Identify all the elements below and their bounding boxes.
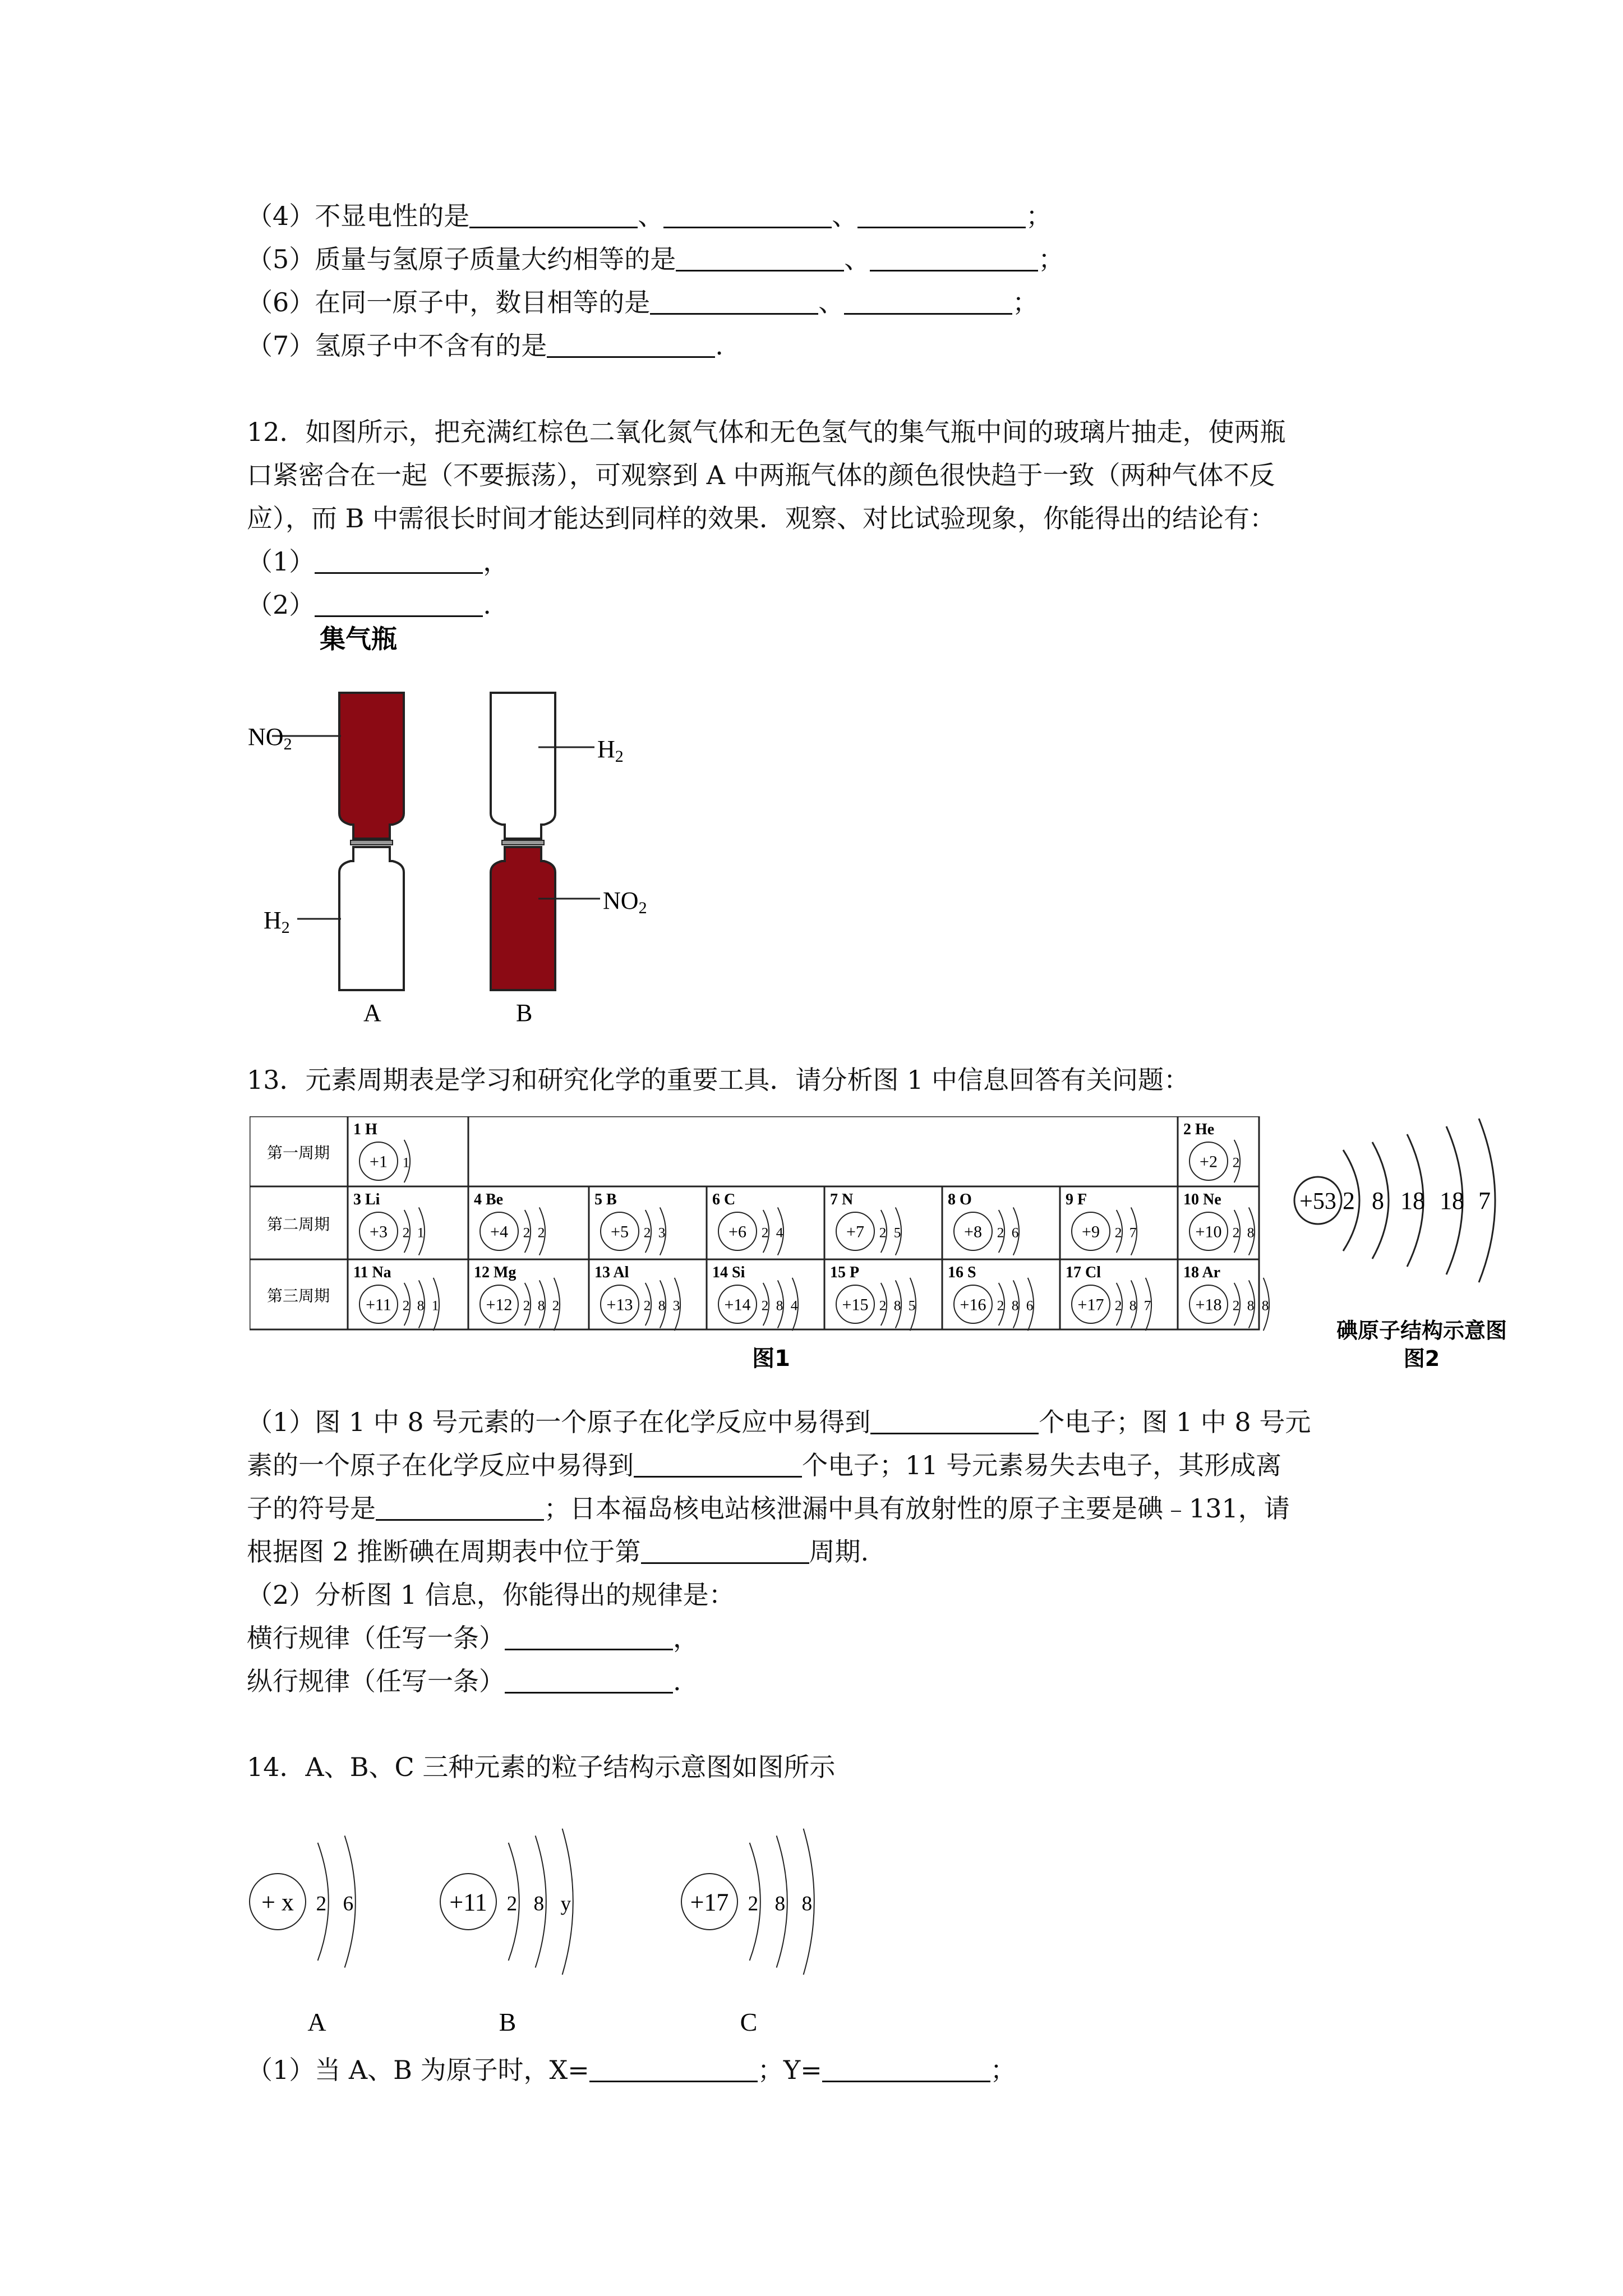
- element-label: 4 Be: [474, 1191, 504, 1208]
- nucleus-charge: +7: [846, 1222, 864, 1241]
- electron-count: 8: [776, 1297, 783, 1314]
- electron-count: 2: [761, 1297, 769, 1314]
- figure-title: 集气瓶: [320, 624, 397, 654]
- electron-count: 2: [402, 1224, 410, 1241]
- nucleus-charge: +13: [606, 1295, 633, 1314]
- element-label: 5 B: [594, 1191, 617, 1208]
- electron-count: 8: [417, 1297, 425, 1314]
- element-label: 18 Ar: [1183, 1264, 1221, 1281]
- element-label: 2 He: [1183, 1121, 1215, 1138]
- element-cell: [474, 1264, 560, 1331]
- q11-line-5: （5）质量与氢原子质量大约相等的是 、 ；: [247, 244, 1064, 274]
- nucleus-charge: + x: [261, 1888, 294, 1916]
- atom-diagram: [601, 1278, 680, 1331]
- element-cell: [948, 1264, 1034, 1331]
- electron-count: 2: [1232, 1297, 1240, 1314]
- element-cell: [948, 1191, 1019, 1255]
- nucleus-charge: +10: [1195, 1222, 1222, 1241]
- element-label: 8 O: [948, 1191, 972, 1208]
- label-h2-b: H2: [597, 735, 624, 766]
- period-row-header: 第一周期: [266, 1143, 330, 1162]
- element-cell: [1066, 1191, 1137, 1255]
- nucleus-charge: +9: [1082, 1222, 1100, 1241]
- q11-line-7: （7）氢原子中不含有的是 .: [247, 330, 723, 361]
- atom-diagram: [1189, 1207, 1255, 1255]
- electron-count: 2: [537, 1224, 545, 1241]
- particle-label-b: B: [499, 2008, 517, 2036]
- q14-intro: 14．A、B、C 三种元素的粒子结构示意图如图所示: [247, 1752, 836, 1782]
- nucleus-charge: +15: [842, 1295, 869, 1314]
- electron-count: 2: [1114, 1297, 1122, 1314]
- atom-diagram: [718, 1207, 783, 1255]
- electron-count: 8: [1011, 1297, 1019, 1314]
- element-cell: [594, 1264, 680, 1331]
- bottle-a-top-no2: [339, 693, 404, 839]
- answer-blank[interactable]: [857, 201, 1026, 228]
- nucleus-charge: +8: [964, 1222, 982, 1241]
- answer-blank[interactable]: [641, 1536, 809, 1564]
- element-label: 3 Li: [353, 1191, 380, 1208]
- element-cell: [1066, 1264, 1151, 1331]
- element-cell: [712, 1264, 798, 1331]
- element-label: 9 F: [1066, 1191, 1087, 1208]
- electron-count: 8: [1129, 1297, 1137, 1314]
- bottle-a-bottom-h2: [339, 847, 404, 990]
- nucleus-charge: +5: [611, 1222, 629, 1241]
- q12-text-3: 应），而 B 中需很长时间才能达到同样的效果．观察、对比试验现象，你能得出的结论有：: [247, 503, 1276, 533]
- label-a: A: [363, 999, 381, 1027]
- answer-blank[interactable]: [870, 1407, 1039, 1434]
- nucleus-charge: +4: [490, 1222, 508, 1241]
- element-label: 1 H: [353, 1121, 377, 1138]
- q12-answer-1: （1） ，: [247, 546, 509, 577]
- answer-blank[interactable]: [315, 590, 483, 617]
- atom-diagram: [954, 1278, 1034, 1331]
- periodic-table-figure: [250, 1116, 1511, 1386]
- answer-blank[interactable]: [634, 1450, 802, 1478]
- particle-a: [250, 1835, 356, 1967]
- q12-answer-2: （2） .: [247, 590, 491, 620]
- nucleus-charge: +53: [1299, 1189, 1336, 1214]
- nucleus-charge: +17: [1077, 1295, 1104, 1314]
- electron-count: 3: [658, 1224, 666, 1241]
- bottle-b-bottom-no2: [491, 847, 555, 990]
- element-cell: [830, 1191, 901, 1255]
- electron-count: 2: [997, 1297, 1004, 1314]
- element-label: 10 Ne: [1183, 1191, 1221, 1208]
- element-cell: [353, 1264, 439, 1331]
- nucleus-charge: +11: [449, 1888, 487, 1916]
- element-cell: [830, 1264, 916, 1331]
- electron-count: 1: [431, 1297, 439, 1314]
- particle-c: [681, 1829, 814, 1975]
- answer-blank[interactable]: [505, 1666, 673, 1694]
- electron-count: 2: [997, 1224, 1004, 1241]
- particle-b: [440, 1829, 573, 1975]
- electron-count: 4: [790, 1297, 798, 1314]
- q12-text-1: 12．如图所示，把充满红棕色二氧化氮气体和无色氢气的集气瓶中间的玻璃片抽走，使两瓶: [247, 417, 1286, 447]
- electron-count: 8: [533, 1892, 545, 1916]
- electron-count: 8: [893, 1297, 901, 1314]
- element-label: 17 Cl: [1066, 1264, 1101, 1281]
- electron-count: 18: [1400, 1187, 1425, 1214]
- iodine-structure: [1294, 1119, 1495, 1282]
- atom-diagram: [359, 1207, 425, 1255]
- electron-count: 5: [908, 1297, 916, 1314]
- answer-blank[interactable]: [315, 546, 483, 574]
- period-row-header: 第二周期: [266, 1215, 330, 1234]
- q13-answer-1-line-2: 素的一个原子在化学反应中易得到 个电子；11 号元素易失去电子，其形成离: [247, 1450, 1282, 1480]
- electron-count: 2: [1232, 1224, 1240, 1241]
- atom-diagram: [1189, 1278, 1269, 1331]
- electron-count: 2: [552, 1297, 560, 1314]
- element-cell: [1183, 1264, 1269, 1331]
- element-label: 6 C: [712, 1191, 736, 1208]
- nucleus-charge: +14: [724, 1295, 751, 1314]
- atom-diagram: [1189, 1140, 1240, 1182]
- answer-blank[interactable]: [822, 2055, 990, 2082]
- label-no2-a: NO2: [248, 723, 292, 753]
- electron-count: 6: [1011, 1224, 1019, 1241]
- nucleus-charge: +3: [370, 1222, 388, 1241]
- q13-answer-1-line-3: 子的符号是 ；日本福岛核电站核泄漏中具有放射性的原子主要是碘﹣131，请: [247, 1493, 1290, 1524]
- atom-diagram: [836, 1278, 916, 1331]
- q13-answer-2-row-rule: 横行规律（任写一条） ，: [247, 1623, 699, 1653]
- electron-count: 1: [402, 1154, 410, 1171]
- q14-answer-1: （1）当 A、B 为原子时，X= ；Y= ；: [247, 2055, 1016, 2085]
- bottle-b-top-h2: [491, 693, 555, 839]
- electron-count: 8: [801, 1892, 813, 1916]
- electron-count: 3: [672, 1297, 680, 1314]
- atom-diagram: [954, 1207, 1019, 1255]
- answer-blank[interactable]: [469, 201, 638, 228]
- answer-blank[interactable]: [547, 330, 715, 358]
- electron-count: 2: [761, 1224, 769, 1241]
- nucleus-charge: +1: [370, 1152, 388, 1171]
- nucleus-charge: +17: [690, 1888, 729, 1916]
- particle-label-a: A: [307, 2008, 326, 2036]
- electron-count: 2: [316, 1892, 327, 1916]
- atom-diagram: [1072, 1207, 1137, 1255]
- element-cell: [1183, 1191, 1255, 1255]
- element-label: 7 N: [830, 1191, 854, 1208]
- q13-answer-1-line-1: （1）图 1 中 8 号元素的一个原子在化学反应中易得到 个电子；图 1 中 8 号元: [247, 1407, 1311, 1437]
- q13-answer-1-line-4: 根据图 2 推断碘在周期表中位于第 周期.: [247, 1536, 869, 1567]
- answer-blank[interactable]: [376, 1493, 544, 1521]
- electron-count: 7: [1478, 1187, 1491, 1214]
- element-label: 11 Na: [353, 1264, 391, 1281]
- element-cell: [594, 1191, 666, 1255]
- atom-diagram: [480, 1207, 545, 1255]
- q13-answer-2-column-rule: 纵行规律（任写一条） .: [247, 1666, 681, 1696]
- answer-blank[interactable]: [505, 1623, 673, 1650]
- electron-count: 8: [1261, 1297, 1269, 1314]
- label-h2-a: H2: [264, 907, 290, 937]
- q13-intro: 13．元素周期表是学习和研究化学的重要工具．请分析图 1 中信息回答有关问题：: [247, 1065, 1190, 1095]
- nucleus-charge: +11: [366, 1295, 391, 1314]
- q11-line-4: （4）不显电性的是 、 、 ；: [247, 201, 1052, 231]
- electron-count: 2: [643, 1297, 651, 1314]
- electron-count: 2: [748, 1892, 759, 1916]
- atom-diagram: [359, 1140, 410, 1182]
- atom-diagram: [601, 1207, 666, 1255]
- atom-diagram: [718, 1278, 798, 1331]
- element-cell: [353, 1121, 410, 1182]
- nucleus-charge: +18: [1195, 1295, 1222, 1314]
- electron-count: 8: [658, 1297, 666, 1314]
- element-cell: [474, 1191, 545, 1255]
- nucleus-charge: +6: [728, 1222, 746, 1241]
- gas-bottles-figure: [241, 623, 690, 1027]
- electron-count: y: [560, 1892, 571, 1916]
- electron-count: 2: [1343, 1187, 1355, 1214]
- element-cell: [712, 1191, 783, 1255]
- figure-2-caption: 图2: [1403, 1346, 1440, 1371]
- electron-count: 2: [402, 1297, 410, 1314]
- electron-count: 2: [1232, 1154, 1240, 1171]
- q12-text-2: 口紧密合在一起（不要振荡），可观察到 A 中两瓶气体的颜色很快趋于一致（两种气体不反: [247, 460, 1275, 490]
- particle-label-c: C: [740, 2008, 758, 2036]
- electron-count: 6: [1026, 1297, 1034, 1314]
- electron-count: 8: [1372, 1187, 1384, 1214]
- answer-blank[interactable]: [663, 201, 832, 228]
- atom-diagram: [1072, 1278, 1151, 1331]
- electron-count: 5: [893, 1224, 901, 1241]
- q11-line-6: （6）在同一原子中，数目相等的是 、 ；: [247, 287, 1039, 318]
- electron-count: 1: [417, 1224, 425, 1241]
- period-row-header: 第三周期: [266, 1286, 330, 1305]
- electron-count: 8: [537, 1297, 545, 1314]
- electron-count: 2: [506, 1892, 518, 1916]
- electron-count: 7: [1129, 1224, 1137, 1241]
- electron-count: 4: [776, 1224, 783, 1241]
- answer-blank[interactable]: [870, 244, 1038, 272]
- electron-count: 7: [1144, 1297, 1151, 1314]
- q13-answer-2-intro: （2）分析图 1 信息，你能得出的规律是：: [247, 1580, 735, 1610]
- electron-count: 8: [774, 1892, 786, 1916]
- electron-count: 2: [879, 1224, 887, 1241]
- figure-1-caption: 图1: [752, 1346, 790, 1372]
- electron-count: 6: [343, 1892, 354, 1916]
- atom-diagram: [480, 1278, 560, 1331]
- element-label: 12 Mg: [474, 1264, 517, 1281]
- element-cell: [1183, 1121, 1240, 1182]
- electron-count: 2: [879, 1297, 887, 1314]
- label-no2-b: NO2: [603, 887, 647, 917]
- answer-blank[interactable]: [650, 287, 818, 315]
- electron-count: 2: [523, 1297, 531, 1314]
- electron-count: 2: [1114, 1224, 1122, 1241]
- nucleus-charge: +12: [486, 1295, 513, 1314]
- answer-blank[interactable]: [676, 244, 844, 272]
- element-cell: [353, 1191, 425, 1255]
- electron-count: 2: [523, 1224, 531, 1241]
- electron-count: 18: [1440, 1187, 1464, 1214]
- electron-count: 2: [643, 1224, 651, 1241]
- atom-diagram: [836, 1207, 901, 1255]
- answer-blank[interactable]: [589, 2055, 758, 2082]
- element-label: 16 S: [948, 1264, 976, 1281]
- electron-count: 8: [1247, 1224, 1255, 1241]
- element-label: 15 P: [830, 1264, 860, 1281]
- element-label: 14 Si: [712, 1264, 745, 1281]
- electron-count: 8: [1247, 1297, 1255, 1314]
- figure-2-title: 碘原子结构示意图: [1336, 1318, 1507, 1343]
- nucleus-charge: +16: [960, 1295, 986, 1314]
- element-label: 13 Al: [594, 1264, 629, 1281]
- label-b: B: [516, 999, 533, 1027]
- nucleus-charge: +2: [1200, 1152, 1218, 1171]
- atom-diagram: [359, 1278, 439, 1331]
- answer-blank[interactable]: [844, 287, 1012, 315]
- particle-structure-figure: [241, 1789, 858, 2042]
